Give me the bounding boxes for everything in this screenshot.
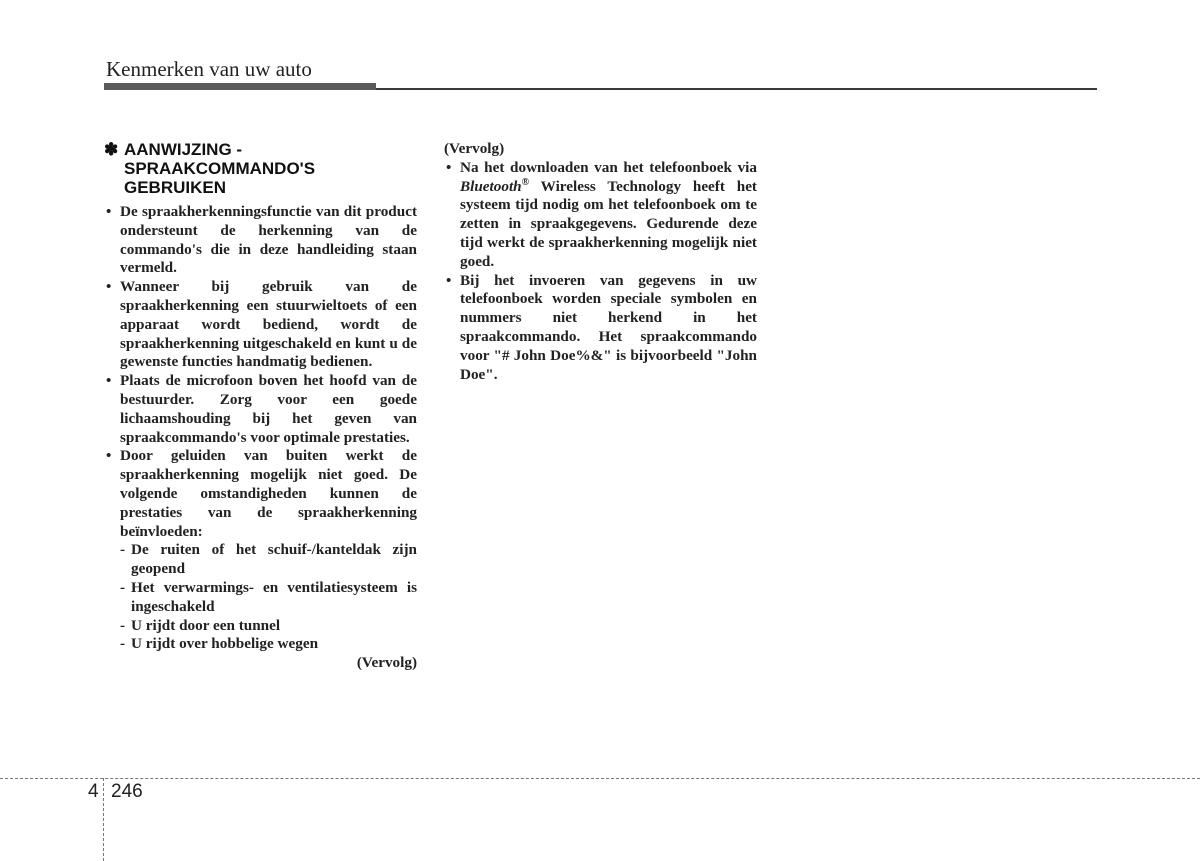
list-item — [104, 447, 417, 654]
sub-list-item: - De ruiten of het schuif-/kanteldak zijn geopend — [120, 541, 417, 579]
continued-label: (Vervolg) — [444, 140, 505, 157]
list-item: • Wanneer bij gebruik van de spraakherkenning een stuurwieltoets of een apparaat wordt bediend, wordt de spraakherkenning uitgeschakeld en kunt u de gewenste functies handmatig bedienen. — [104, 278, 417, 372]
header-rule-thick — [104, 83, 376, 90]
note-star-icon: ✽ — [104, 140, 119, 159]
left-bullet-list — [104, 203, 417, 654]
continued-label: (Vervolg) — [356, 654, 417, 672]
footer-rule — [0, 778, 1200, 779]
sub-list-item: - U rijdt over hobbelige wegen — [120, 635, 417, 654]
sub-list — [120, 541, 417, 654]
header-rule-thin — [376, 88, 1097, 90]
list-item — [444, 159, 757, 272]
list-item-text: Wireless Technology heeft het systeem tijd nodig om het telefoonboek om te zetten in spraakgegevens. Gedurende deze tijd werkt de spraakherkenning mogelijk niet goed. — [460, 177, 757, 270]
list-item: • Bij het invoeren van gegevens in uw telefoonboek worden speciale symbolen en nummers niet herkend in het spraakcommando. Het spraakcommando voor "# John Doe%&" is bijvoorbeeld "John Doe". — [444, 272, 757, 385]
page-number: 246 — [111, 781, 143, 802]
list-item: • Plaats de microfoon boven het hoofd van de bestuurder. Zorg voor een goede lichaamshouding bij het geven van spraakcommando's voor optimale prestaties. — [104, 372, 417, 447]
note-heading-line2: SPRAAKCOMMANDO'S — [124, 159, 316, 178]
note-heading-line3: GEBRUIKEN — [124, 178, 227, 197]
list-item: • De spraakherkenningsfunctie van dit product ondersteunt de herkenning van de commando's die in deze handleiding staan vermeld. — [104, 203, 417, 278]
bluetooth-brand: Bluetooth — [460, 177, 522, 195]
registered-mark: ® — [521, 176, 530, 188]
sub-list-item: - Het verwarmings- en ventilatiesysteem is ingeschakeld — [120, 579, 417, 617]
left-column — [104, 140, 417, 673]
sub-list-item: - U rijdt door een tunnel — [120, 617, 417, 636]
list-item-text: Door geluiden van buiten werkt de spraakherkenning mogelijk niet goed. De volgende omstandigheden kunnen de prestaties van de spraakherkenning beïnvloeden: — [120, 447, 417, 540]
right-column — [444, 140, 757, 384]
note-heading-line1: AANWIJZING - — [124, 140, 243, 159]
footer-divider — [103, 778, 104, 861]
list-item-text: Na het downloaden van het telefoonboek via — [460, 158, 757, 176]
note-heading — [104, 140, 417, 197]
right-bullet-list — [444, 159, 757, 385]
chapter-number: 4 — [88, 781, 99, 802]
page-header-title: Kenmerken van uw auto — [106, 57, 312, 81]
